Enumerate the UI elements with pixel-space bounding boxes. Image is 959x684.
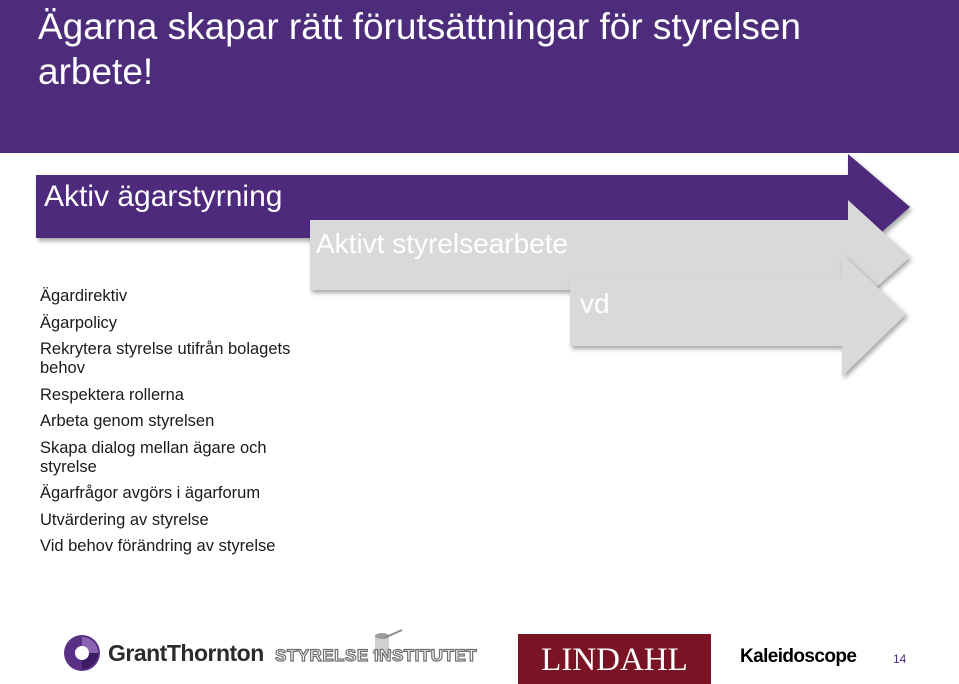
lindahl-logo: LINDAHL (541, 642, 688, 678)
arrow-label-aktivt-styrelsearbete: Aktivt styrelsearbete (316, 228, 569, 259)
list-item: Utvärdering av styrelse (40, 510, 209, 529)
slide-title: Ägarna skapar rätt förutsättningar för styrelsen arbete! (38, 6, 801, 92)
owner-actions-list (40, 287, 310, 564)
list-item: Rekrytera styrelse utifrån bolagets behov (40, 340, 291, 377)
list-item: Respektera rollerna (40, 385, 184, 404)
list-item: Ägarpolicy (40, 313, 118, 332)
list-item: Arbeta genom styrelsen (40, 412, 215, 430)
grant-thornton-logo-text: GrantThornton (108, 640, 264, 666)
list-item: Ägarfrågor avgörs i ägarforum (40, 484, 261, 502)
styrelseinstitutet-logo: STYRELSE INSTITUTET (275, 646, 478, 665)
grant-thornton-logo-icon (62, 633, 102, 673)
list-item: Ägardirektiv (40, 287, 128, 305)
list-item: Vid behov förändring av styrelse (40, 537, 276, 555)
arrow-label-vd: vd (580, 288, 610, 319)
kaleidoscope-logo: Kaleidoscope (740, 646, 857, 667)
page-number: 14 (893, 652, 907, 666)
arrow-label-aktiv-agarstyrning: Aktiv ägarstyrning (44, 180, 283, 213)
list-item: Skapa dialog mellan ägare och styrelse (40, 438, 267, 476)
